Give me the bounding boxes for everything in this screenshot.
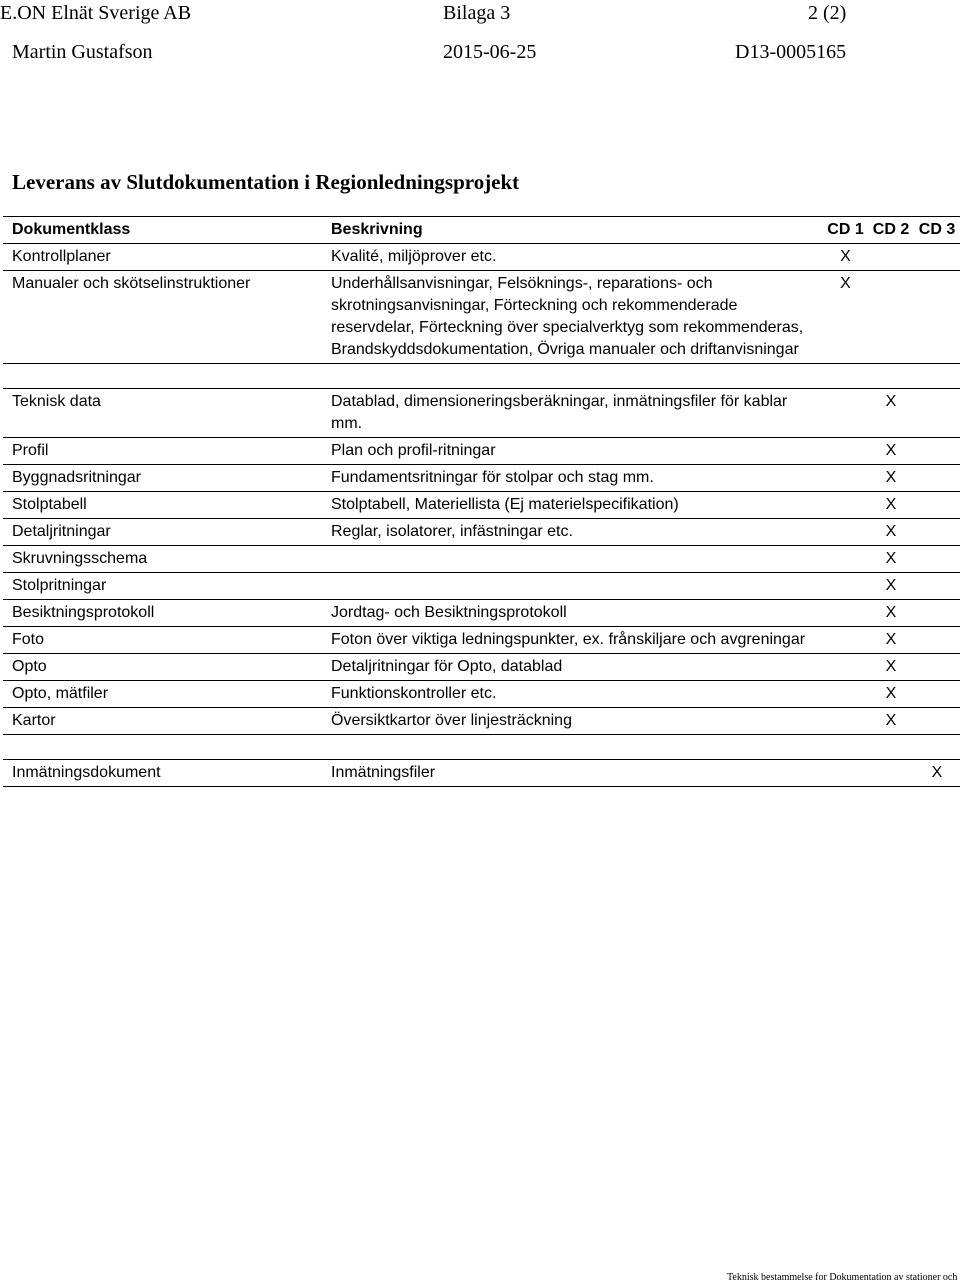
row-cd3-mark [914,681,960,707]
row-klass: Byggnadsritningar [12,469,141,486]
row-beskrivning: Jordtag- och Besiktningsprotokoll [331,604,567,621]
row-cd1-mark [823,546,868,572]
column-header-cd1: CD 1 [827,221,864,238]
row-cd3-mark [914,546,960,572]
row-cd3-mark [914,519,960,545]
row-klass: Profil [12,442,49,459]
row-cd2-mark: X [885,604,897,621]
table-row [3,518,960,545]
column-header-cd3: CD 3 [918,221,956,238]
row-beskrivning [322,573,823,599]
row-beskrivning: Datablad, dimensioneringsberäkningar, inmätningsfiler för kablar mm. [331,393,788,432]
row-beskrivning: Underhållsanvisningar, Felsöknings-, reparations- och skrotningsanvisningar, Förteckning och rekommenderade reservdelar, Förteckning över specialverktyg som rekommenderas, Brandskyddsdokumentation, Övriga manualer och driftanvisningar [331,275,804,358]
row-cd3-mark [914,271,960,363]
table-header [3,216,960,243]
company-name: E.ON Elnät Sverige AB [0,2,192,24]
page-number: 2 (2) [808,2,847,24]
row-cd3-mark [914,438,960,464]
row-beskrivning: Plan och profil-ritningar [331,442,496,459]
row-cd1-mark [823,760,868,786]
row-cd3-mark [914,465,960,491]
row-beskrivning: Funktionskontroller etc. [331,685,497,702]
table-row [3,759,960,787]
delivery-table [3,216,960,787]
row-beskrivning: Reglar, isolatorer, infästningar etc. [331,523,573,540]
table-row [3,545,960,572]
row-klass: Detaljritningar [12,523,111,540]
table-row [3,243,960,270]
page-footer: Teknisk bestammelse for Dokumentation av stationer och [727,1272,958,1283]
column-header-klass: Dokumentklass [12,221,131,238]
row-cd2-mark: X [885,393,897,410]
row-beskrivning: Foton över viktiga ledningspunkter, ex. frånskiljare och avgreningar [331,631,806,648]
row-cd2-mark: X [885,685,897,702]
table-row [3,707,960,734]
row-klass: Inmätningsdokument [12,764,161,781]
table-row [3,599,960,626]
table-row [3,388,960,437]
table-row [3,270,960,363]
attachment-label: Bilaga 3 [443,2,511,24]
row-cd2-mark [868,244,914,270]
row-klass: Stolptabell [12,496,87,513]
table-spacer-row [3,734,960,759]
column-header-beskrivning: Beskrivning [331,221,423,238]
page-title: Leverans av Slutdokumentation i Regionledningsprojekt [12,170,520,194]
row-klass: Skruvningsschema [12,550,148,567]
row-cd1-mark [823,573,868,599]
row-cd1-mark [823,519,868,545]
row-cd3-mark [914,708,960,734]
row-beskrivning: Stolptabell, Materiellista (Ej materielspecifikation) [331,496,679,513]
row-cd1-mark [823,681,868,707]
row-cd1-mark [823,465,868,491]
row-cd1-mark [823,492,868,518]
row-klass: Opto, mätfiler [12,685,109,702]
row-klass: Kontrollplaner [12,248,111,265]
document-id: D13-0005165 [735,41,847,63]
row-cd2-mark: X [885,658,897,675]
table-row [3,680,960,707]
row-cd3-mark [914,244,960,270]
table-row [3,626,960,653]
row-cd3-mark [914,492,960,518]
row-cd1-mark [823,438,868,464]
row-cd3-mark [914,600,960,626]
row-cd3-mark [914,573,960,599]
row-beskrivning: Fundamentsritningar för stolpar och stag mm. [331,469,654,486]
row-klass: Besiktningsprotokoll [12,604,155,621]
row-cd1-mark: X [840,275,851,292]
row-cd2-mark: X [885,712,897,729]
document-date: 2015-06-25 [443,41,537,63]
row-cd2-mark: X [885,523,897,540]
row-cd2-mark: X [885,550,897,567]
table-row [3,491,960,518]
row-klass: Teknisk data [12,393,101,410]
row-cd3-mark [914,654,960,680]
row-beskrivning [322,546,823,572]
author-name: Martin Gustafson [12,41,153,63]
row-klass: Foto [12,631,45,648]
row-cd2-mark [868,271,914,363]
row-cd2-mark: X [885,496,897,513]
table-row [3,653,960,680]
row-beskrivning: Översiktkartor över linjesträckning [331,712,572,729]
table-row [3,437,960,464]
row-cd1-mark [823,600,868,626]
row-cd1-mark [823,654,868,680]
row-beskrivning: Detaljritningar för Opto, datablad [331,658,563,675]
row-beskrivning: Inmätningsfiler [331,764,436,781]
row-cd2-mark: X [885,577,897,594]
row-cd3-mark [914,389,960,437]
column-header-cd2: CD 2 [872,221,910,238]
row-beskrivning: Kvalité, miljöprover etc. [331,248,497,265]
row-cd3-mark [914,627,960,653]
row-cd1-mark [823,627,868,653]
row-cd1-mark: X [840,248,851,265]
row-cd3-mark: X [931,764,943,781]
row-klass: Kartor [12,712,56,729]
row-klass: Stolpritningar [12,577,107,594]
row-cd2-mark: X [885,631,897,648]
row-cd1-mark [823,389,868,437]
row-cd2-mark: X [885,469,897,486]
row-klass: Opto [12,658,47,675]
row-cd1-mark [823,708,868,734]
table-spacer-row [3,363,960,388]
row-cd2-mark [868,760,914,786]
row-cd2-mark: X [885,442,897,459]
row-klass: Manualer och skötselinstruktioner [12,275,251,292]
table-row [3,572,960,599]
table-row [3,464,960,491]
